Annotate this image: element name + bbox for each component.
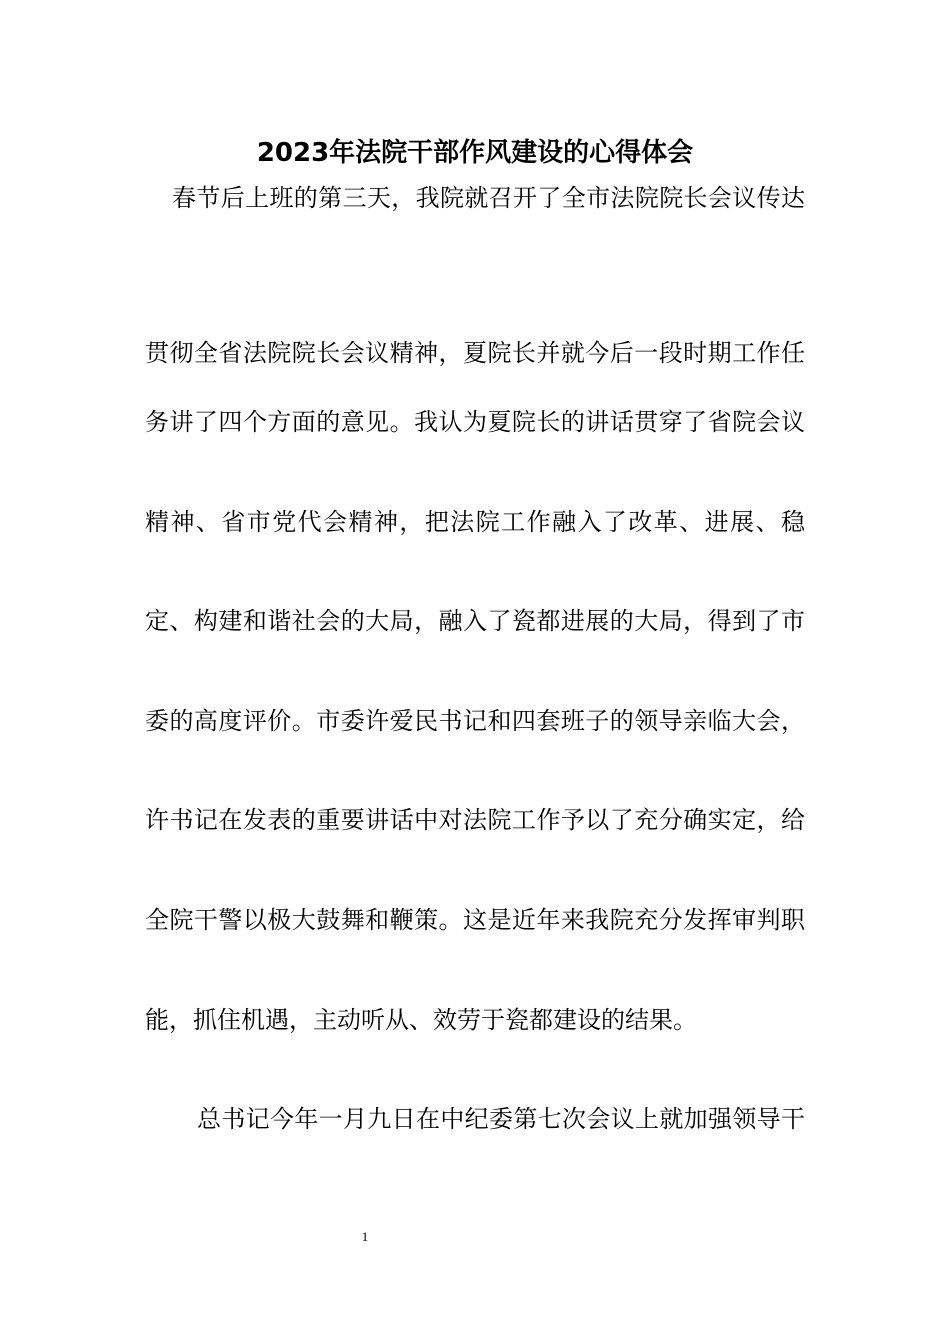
document-title: 2023年法院干部作风建设的心得体会 xyxy=(256,138,694,168)
paragraph-line: 总书记今年一月九日在中纪委第七次会议上就加强领导干 xyxy=(197,1105,805,1133)
paragraph-line: 务讲了四个方面的意见。我认为夏院长的讲话贯穿了省院会议 xyxy=(145,408,805,436)
paragraph-line: 许书记在发表的重要讲话中对法院工作予以了充分确实定，给 xyxy=(145,806,805,834)
paragraph-line: 能，抓住机遇，主动听从、效劳于瓷都建设的结果。 xyxy=(145,1006,697,1034)
paragraph-line: 春节后上班的第三天，我院就召开了全市法院院长会议传达 xyxy=(172,184,805,212)
paragraph-line: 委的高度评价。市委许爱民书记和四套班子的领导亲临大会， xyxy=(145,707,805,735)
paragraph-line: 定、构建和谐社会的大局，融入了瓷都进展的大局，得到了市 xyxy=(145,607,805,635)
page-number: 1 xyxy=(361,1229,369,1244)
paragraph-line: 贯彻全省法院院长会议精神，夏院长并就今后一段时期工作任 xyxy=(145,339,805,367)
paragraph-line: 精神、省市党代会精神，把法院工作融入了改革、进展、稳 xyxy=(145,508,805,536)
paragraph-line: 全院干警以极大鼓舞和鞭策。这是近年来我院充分发挥审判职 xyxy=(145,906,805,934)
